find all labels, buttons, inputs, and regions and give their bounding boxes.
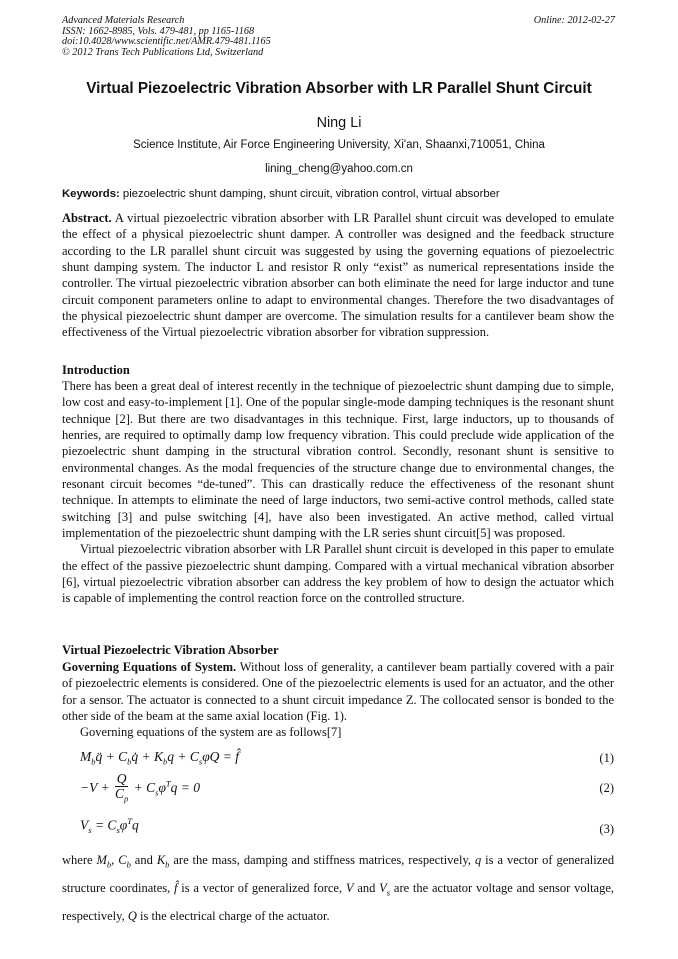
journal-info [62,16,271,58]
where-text-7: are the actuator voltage and sensor voltage, respectively, [62,881,615,923]
equation-3-number: (3) [599,822,614,836]
copyright-line: © 2012 Trans Tech Publications Ltd, Switzerland [62,46,264,58]
journal-name: Advanced Materials Research [62,15,185,26]
equation-2: −V + $\frac{Q}{C_p}$ + $C_s\varphi^Tq = 0$ [80,771,201,804]
doi-line: doi:10.4028/www.scientific.net/AMR.479-481.1165 [62,36,271,48]
keywords-label: Keywords: [62,188,120,200]
where-text-6: and [357,881,376,895]
abstract-text: A virtual piezoelectric vibration absorber with LR Parallel shunt circuit was developed to emulate the effect of a physical piezoelectric shunt damper. A controller was designed and the feedback structure according to the LR parallel shunt circuit was suggested by using the governing equations of piezoelectric shunt damping system. The inductor L and resistor R only “exist” as numerical representations inside the controller. The virtual piezoelectric vibration absorber can both eliminate the need for large inductor and tune circuit component parameters online to adapt to environmental changes. Therefore the two disadvantages of the physical piezoelectric shunt damper are overcome. The simulation results for a cantilever beam show the effectiveness of the Virtual piezoelectric vibration absorber for vibration suppression. [62,211,614,340]
author-email: lining_cheng@yahoo.com.cn [265,163,413,175]
paper-title: Virtual Piezoelectric Vibration Absorber with LR Parallel Shunt Circuit [86,80,592,97]
where-text-3: are the mass, damping and stiffness matrices, respectively, [173,853,472,867]
introduction-heading: Introduction [62,363,130,377]
equation-3: $V_s = C_s\varphi^Tq$ [80,816,139,836]
intro-paragraph-2: Virtual piezoelectric vibration absorber with LR Parallel shunt circuit is developed in this paper to emulate the effect of the passive piezoelectric shunt damping. Compared with a virtual mechanical vibration absorber [6], virtual piezoelectric vibration absorber can address the key problem of how to design the actuator which is capable of implementing the control reaction force on the controlled structure. [62,542,614,606]
where-text-4: is a vector of generalized structure coordinates, [62,853,615,895]
where-text-8: is the electrical charge of the actuator. [139,909,330,923]
keywords [62,188,622,200]
governing-equations-body [62,659,614,741]
abstract-label: Abstract. [62,211,112,225]
governing-paragraph-1: Without loss of generality, a cantilever beam partially covered with a pair of piezoelectric elements is considered. One of the piezoelectric elements is used for an actuator, and the other for a sensor. The actuator is connected to a shunt circuit impedance Z. The collocated sensor is bonded to the other side of the beam at the same axial location (Fig. 1). [62,660,614,724]
where-text-2: and [134,853,153,867]
equation-1: $M_bq̈$ + $C_bq̇ + K_bq + C_s\varphi Q$ = f̂ [80,749,240,767]
section-heading: Virtual Piezoelectric Vibration Absorber [62,643,279,657]
issn-line: ISSN: 1662-8985, Vols. 479-481, pp 1165-1168 [62,25,255,37]
symbol-definitions: where $M_b$, $C_b$ and $K_b$ are the mass, damping and stiffness matrices, respectively, q is a vector of generalized structure coordinates, f̂ is a vector of generalized force, V and $V_s$ are the actuator voltage and sensor voltage, respectively, Q is the electrical charge of the actuator. [62,853,615,923]
governing-paragraph-2: Governing equations of the system are as follows[7] [80,725,342,740]
affiliation: Science Institute, Air Force Engineering University, Xi'an, Shaanxi,710051, China [133,139,545,151]
where-text-1: where [62,853,93,867]
keywords-text: piezoelectric shunt damping, shunt circuit, vibration control, virtual absorber [122,188,500,200]
introduction-body [62,378,614,607]
abstract [62,210,614,341]
intro-paragraph-1: There has been a great deal of interest recently in the technique of piezoelectric shunt damping due to simple, low cost and easy-to-implement [1]. One of the popular single-mode damping techniques is the resonant shunt technique [2]. But there are two disadvantages in this technique. First, large inductors, up to thousands of henries, are required to optimally damp low frequency vibration. This could preclude wide application of the piezoelectric shunt damping in the structural vibration control. Secondly, resonant shunt is sensitive to environmental changes. As the modal frequencies of the structure change due to environmental changes, the resonant circuit becomes “de-tuned”. This can drastically reduce the effectiveness of the resonant shunt technique. In attempts to eliminate the need of large inductors, two semi-active control methods, called state switching [3] and pulse switching [4], have also been investigated. An active method, called virtual implementation of the piezoelectric shunt damping with the LR series shunt circuit[5] was proposed. [62,379,614,541]
equation-2-number: (2) [599,781,614,795]
where-text-5: is a vector of generalized force, [181,881,343,895]
equation-1-number: (1) [599,751,614,765]
subsection-label: Governing Equations of System. [62,660,237,674]
author-name: Ning Li [316,115,362,131]
online-date: Online: 2012-02-27 [533,15,615,26]
